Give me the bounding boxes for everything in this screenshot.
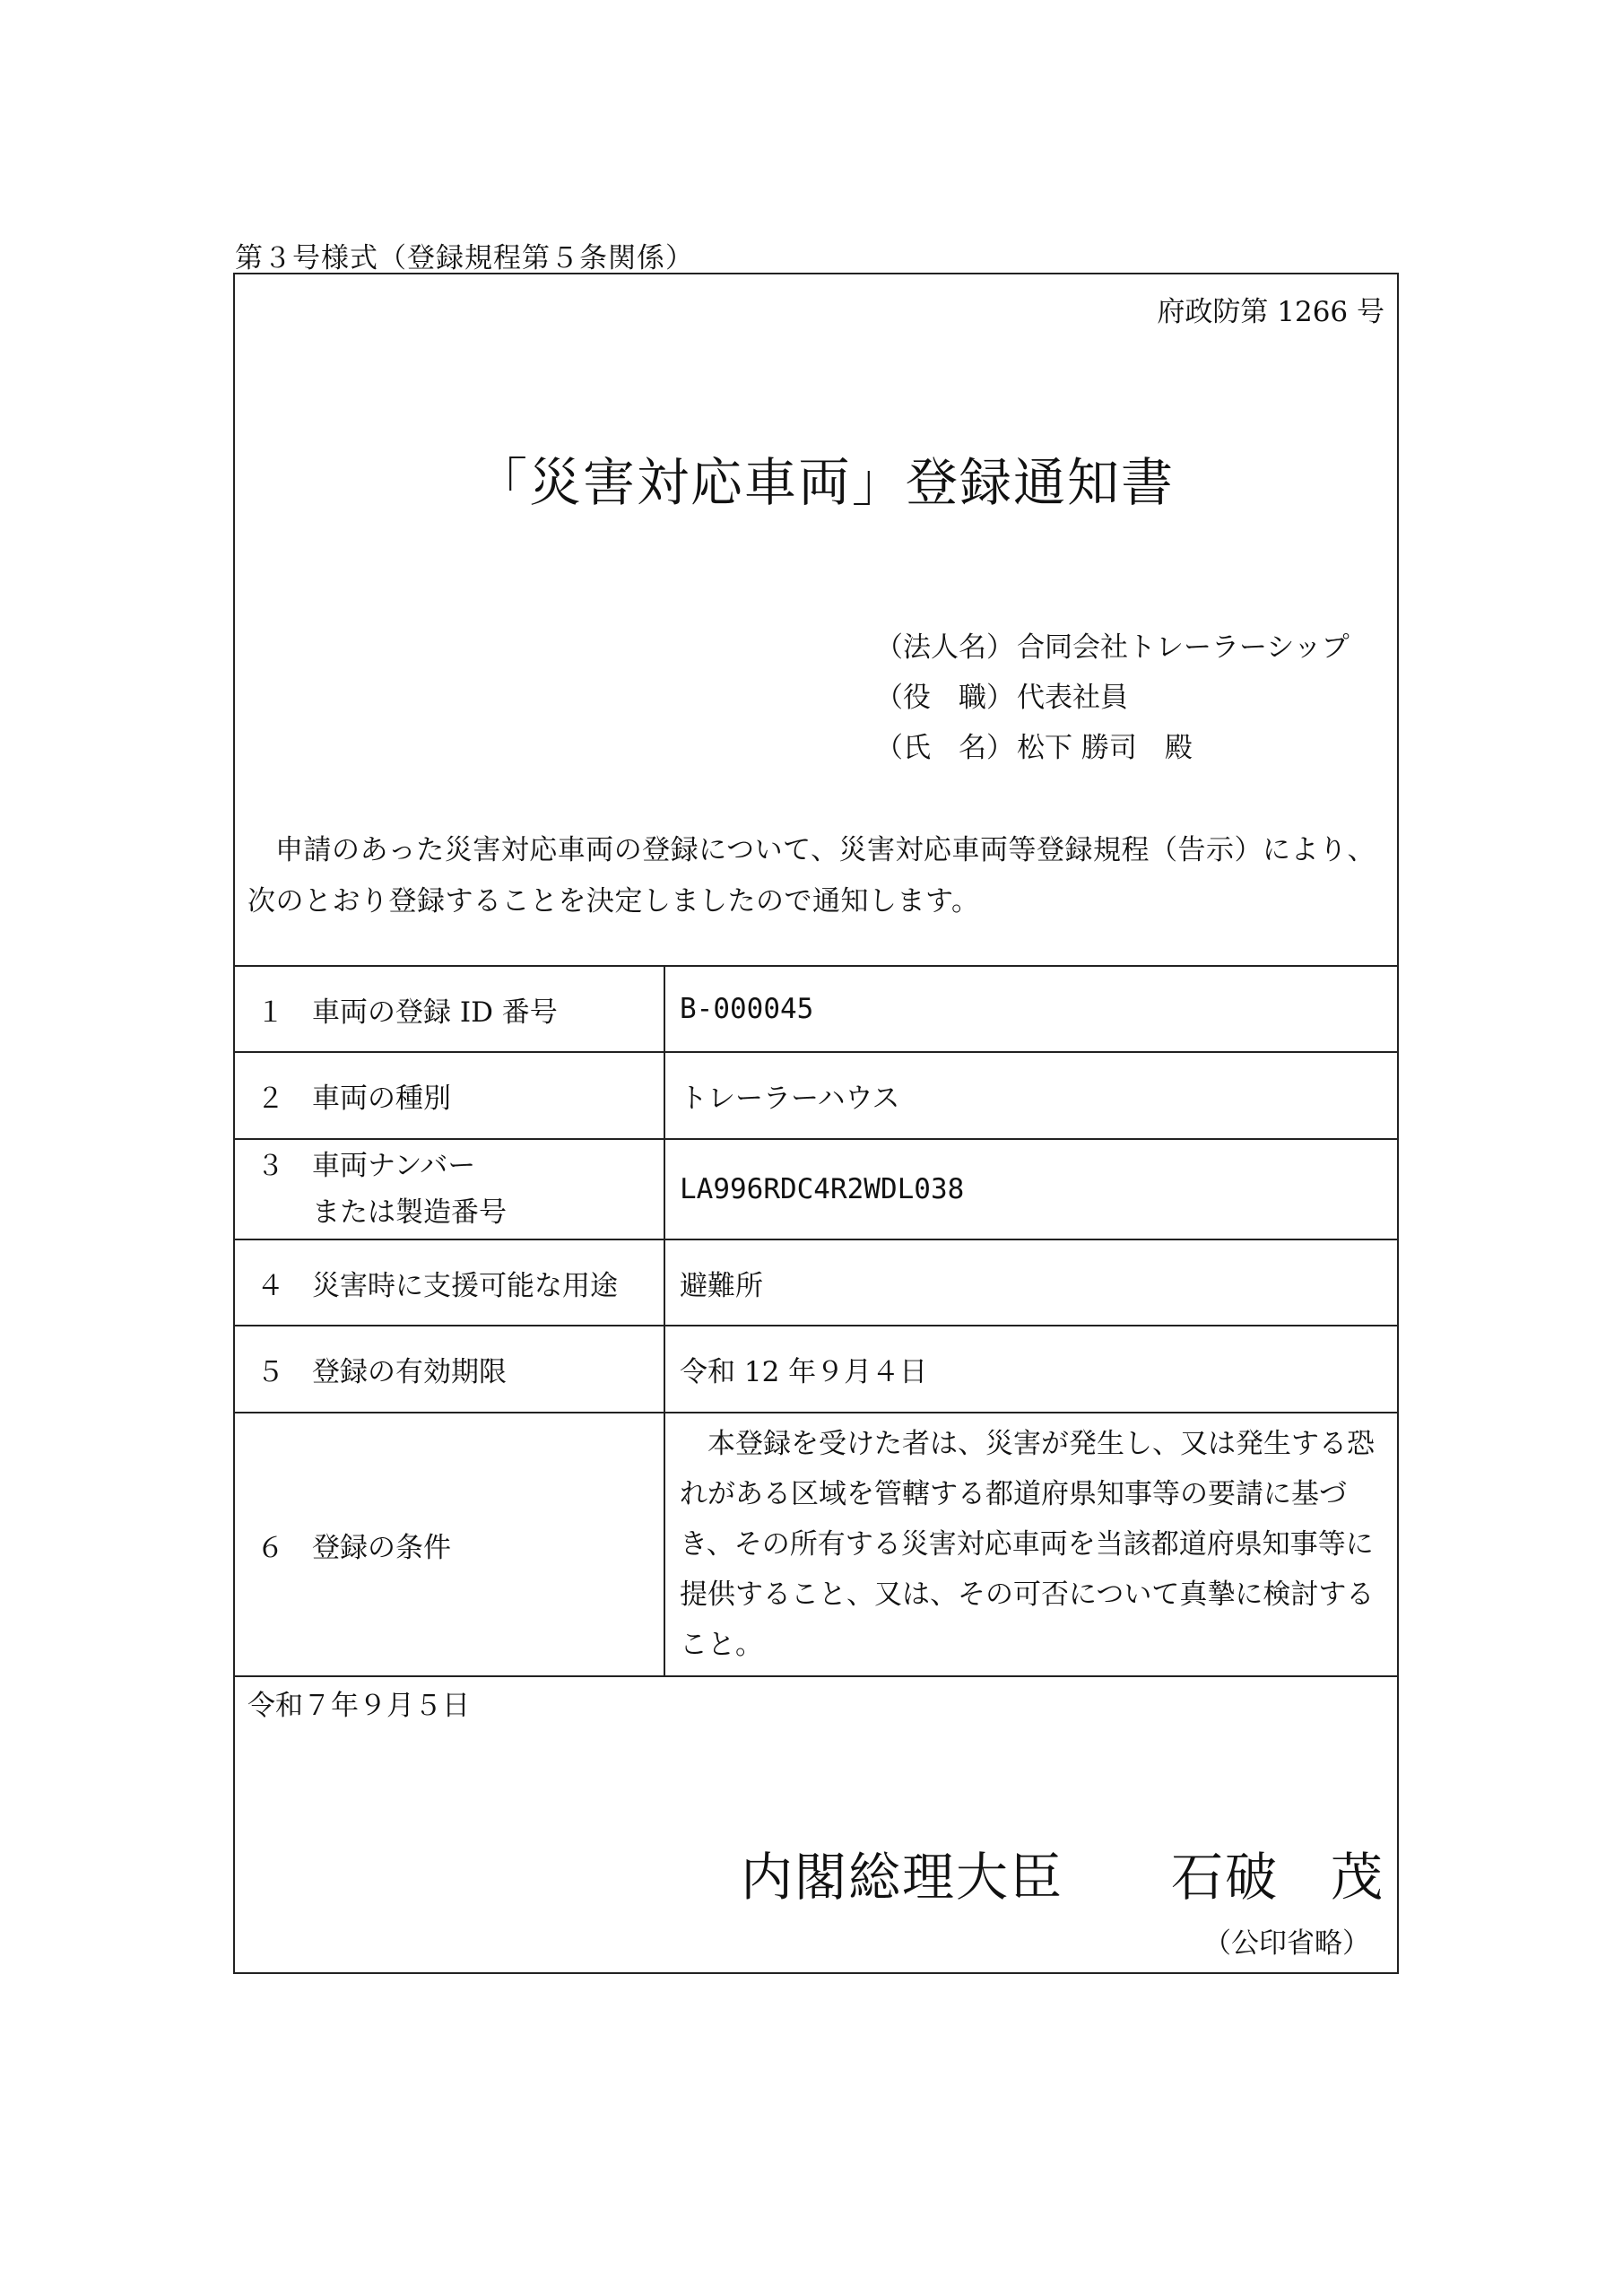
item-value: LA996RDC4R2WDL038 — [664, 1139, 1398, 1239]
item-value-cell — [664, 1413, 1398, 1676]
item-value: 令和 12 年９月４日 — [664, 1326, 1398, 1413]
item-value: 避難所 — [664, 1239, 1398, 1326]
recipient-position-value: 代表社員 — [1017, 682, 1128, 714]
recipient-corp-label: （法人名） — [875, 631, 1014, 664]
table-row — [234, 1052, 1398, 1139]
item-number: ５ — [256, 1356, 284, 1388]
issue-date: 令和７年９月５日 — [247, 1690, 470, 1722]
item-label: 車両の種別 — [312, 1083, 451, 1115]
table-row — [234, 1239, 1398, 1326]
item-number: １ — [256, 996, 284, 1029]
recipient-position-label: （役 職） — [875, 682, 1014, 714]
table-row — [234, 1326, 1398, 1413]
registration-table — [233, 965, 1399, 1677]
table-row — [234, 1413, 1398, 1676]
item-value: B-000045 — [664, 966, 1398, 1052]
item-number: ２ — [256, 1083, 284, 1115]
recipient-name-label: （氏 名） — [875, 732, 1014, 764]
item-number: ３ — [256, 1150, 284, 1182]
item-label-cell — [234, 1326, 664, 1413]
document-title: 「災害対応車両」登録通知書 — [474, 452, 1175, 513]
recipient-block — [875, 622, 1350, 773]
item-label-cell — [234, 966, 664, 1052]
item-label-cell — [234, 1139, 664, 1239]
form-label: 第３号様式（登録規程第５条関係） — [235, 242, 694, 274]
item-label: 登録の有効期限 — [312, 1356, 507, 1388]
recipient-corp-row — [875, 622, 1350, 673]
item-label: 登録の条件 — [312, 1531, 451, 1564]
seal-omitted-note: （公印省略） — [1203, 1927, 1370, 1960]
signer-given-name: 茂 — [1330, 1847, 1384, 1908]
recipient-position-row — [875, 673, 1350, 723]
recipient-name-value: 松下 勝司 殿 — [1017, 732, 1193, 764]
item-label-cell — [234, 1052, 664, 1139]
document-number: 府政防第 1266 号 — [1157, 296, 1384, 328]
item-label-line1: 車両ナンバー — [312, 1150, 476, 1182]
notice-body-text: 申請のあった災害対応車両の登録について、災害対応車両等登録規程（告示）により、次のとおり登録することを決定しましたので通知します。 — [247, 834, 1376, 918]
registration-condition-text: 本登録を受けた者は、災害が発生し、又は発生する恐れがある区域を管轄する都道府県知事等の要請に基づき、その所有する災害対応車両を当該都道府県知事等に提供すること、又は、その可否について真摯に検討すること。 — [680, 1428, 1375, 1661]
item-label-line2: または製造番号 — [312, 1196, 507, 1229]
item-label: 車両の登録 ID 番号 — [312, 996, 558, 1029]
table-row — [234, 1139, 1398, 1239]
recipient-name-row — [875, 723, 1350, 773]
notice-frame — [233, 273, 1399, 1974]
table-row — [234, 966, 1398, 1052]
signer-family-name: 石破 — [1170, 1847, 1279, 1908]
signer-block — [741, 1835, 1384, 1910]
signer-title: 内閣総理大臣 — [740, 1847, 1063, 1908]
item-label: 災害時に支援可能な用途 — [312, 1269, 618, 1302]
item-value: トレーラーハウス — [664, 1052, 1398, 1139]
item-label-cell — [234, 1413, 664, 1676]
item-label-cell — [234, 1239, 664, 1326]
recipient-corp-value: 合同会社トレーラーシップ — [1017, 631, 1350, 664]
item-number: ４ — [256, 1269, 284, 1302]
item-number: ６ — [256, 1531, 284, 1564]
